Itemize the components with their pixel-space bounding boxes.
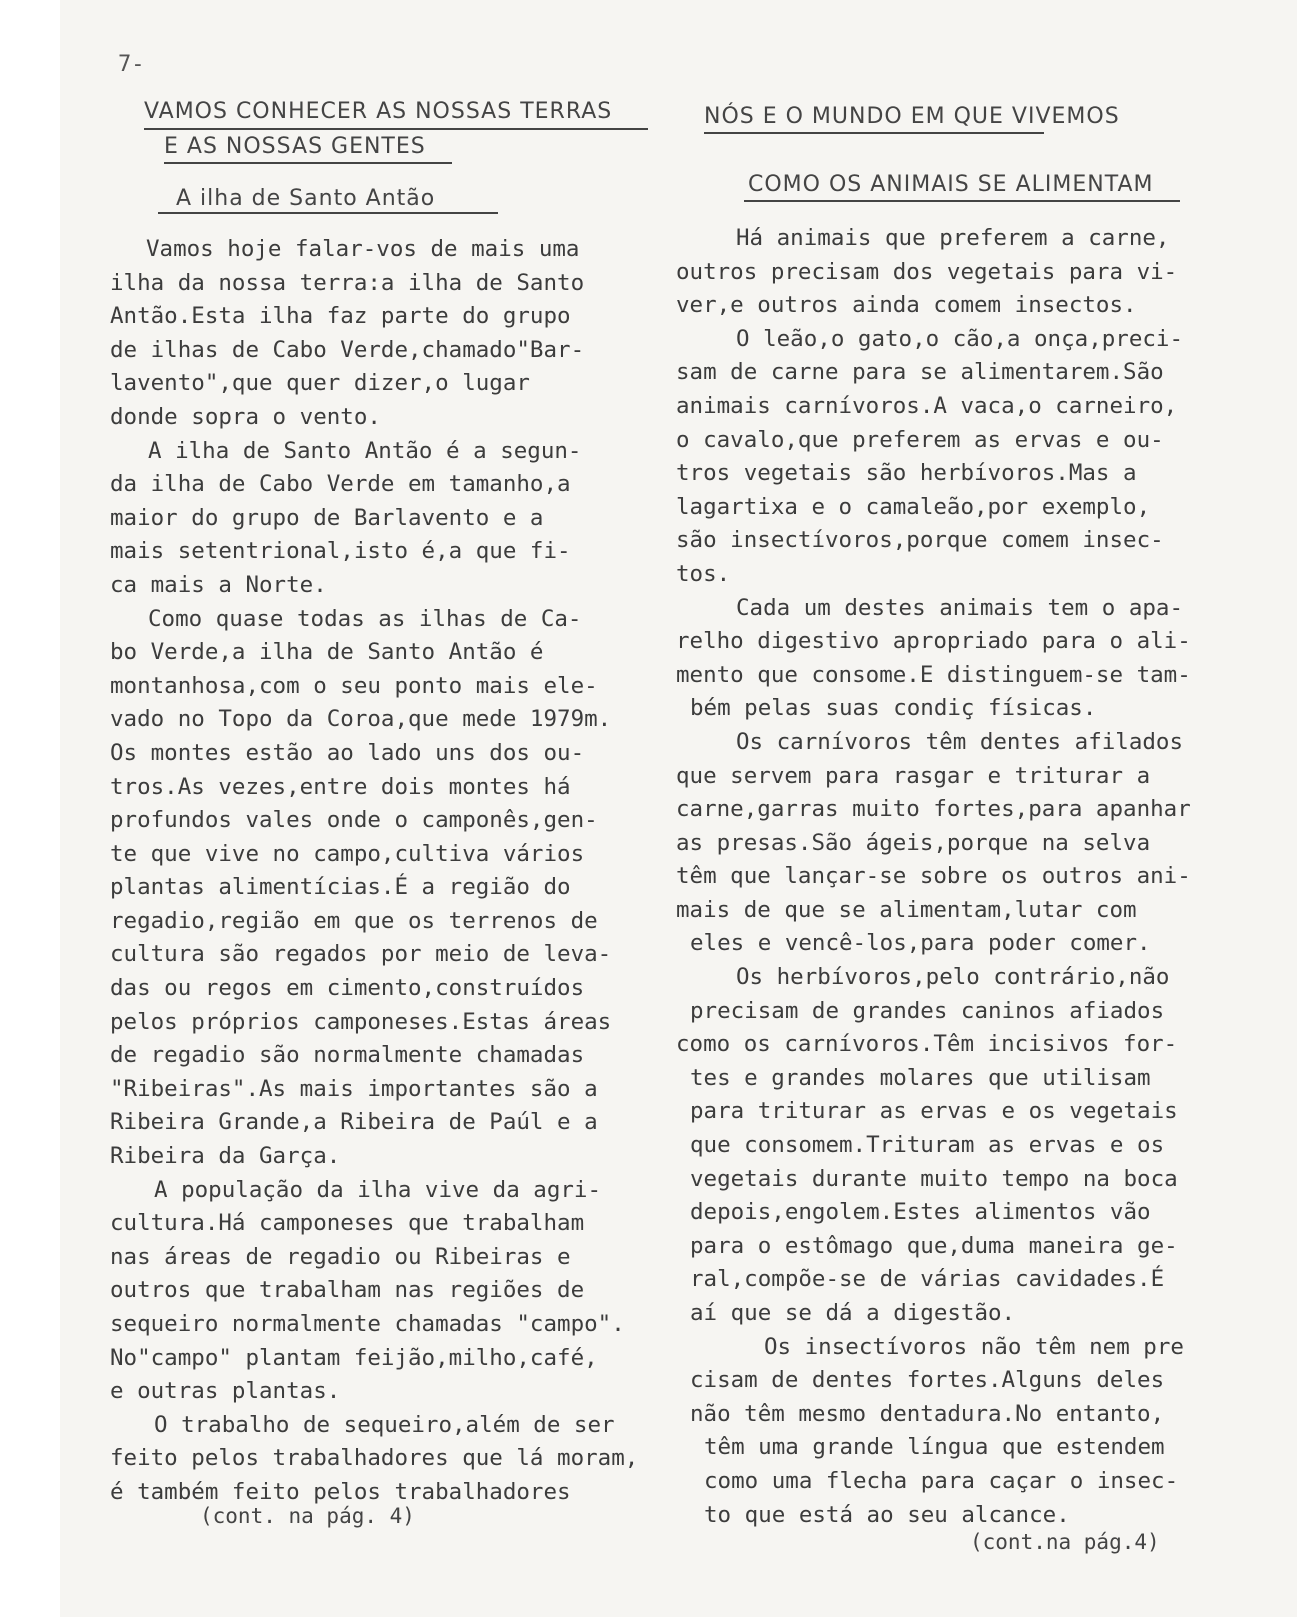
text-line: precisam de grandes caninos afiados: [690, 997, 1165, 1024]
text-line: nas áreas de regadio ou Ribeiras e: [110, 1243, 571, 1270]
text-line: O leão,o gato,o cão,a onça,preci-: [736, 325, 1184, 352]
text-line: to que está ao seu alcance.: [704, 1501, 1070, 1528]
text-line: regadio,região em que os terrenos de: [110, 907, 598, 934]
article-title: A ilha de Santo Antão: [176, 186, 436, 211]
text-line: plantas alimentícias.É a região do: [110, 874, 571, 901]
text-line: cultura são regados por meio de leva-: [110, 941, 612, 968]
text-line: mais setentrional,isto é,a que fi-: [110, 538, 571, 565]
page-number-mark: 7-: [118, 52, 145, 77]
text-line: têm que lançar-se sobre os outros ani-: [676, 863, 1191, 890]
text-line: Ribeira Grande,a Ribeira de Paúl e a: [110, 1109, 598, 1136]
text-line: Ribeira da Garça.: [110, 1143, 341, 1170]
text-line: mais de que se alimentam,lutar com: [676, 896, 1137, 923]
text-line: ral,compõe-se de várias cavidades.É: [690, 1266, 1165, 1293]
text-line: Vamos hoje falar-vos de mais uma: [146, 236, 580, 262]
section-title-underline-1: [144, 128, 648, 130]
continued-note: (cont. na pág. 4): [200, 1504, 415, 1528]
text-line: não têm mesmo dentadura.No entanto,: [690, 1400, 1165, 1427]
text-line: da ilha de Cabo Verde em tamanho,a: [110, 471, 571, 498]
text-line: Antão.Esta ilha faz parte do grupo: [110, 303, 571, 330]
text-line: tros vegetais são herbívoros.Mas a: [676, 460, 1137, 487]
text-line: bo Verde,a ilha de Santo Antão é: [110, 639, 544, 666]
text-line: Os montes estão ao lado uns dos ou-: [110, 739, 585, 766]
text-line: sequeiro normalmente chamadas "campo".: [110, 1311, 625, 1337]
text-line: Há animais que preferem a carne,: [736, 225, 1170, 251]
text-line: depois,engolem.Estes alimentos vão: [690, 1199, 1151, 1226]
text-line: donde sopra o vento.: [110, 403, 381, 430]
text-line: cisam de dentes fortes.Alguns deles: [690, 1367, 1165, 1394]
text-line: lagartixa e o camaleão,por exemplo,: [676, 493, 1151, 520]
section-title: NÓS E O MUNDO EM QUE VIVEMOS: [704, 104, 1120, 129]
text-line: aí que se dá a digestão.: [690, 1300, 1016, 1326]
section-title-underline: [704, 132, 1044, 134]
text-line: para o estômago que,duma maneira ge-: [690, 1232, 1178, 1259]
text-line: é também feito pelos trabalhadores: [110, 1478, 571, 1505]
text-line: maior do grupo de Barlavento e a: [110, 504, 544, 531]
text-line: vegetais durante muito tempo na boca: [690, 1165, 1178, 1192]
text-line: O trabalho de sequeiro,além de ser: [154, 1411, 615, 1438]
text-line: A população da ilha vive da agri-: [154, 1176, 602, 1203]
text-line: No"campo" plantam feijão,milho,café,: [110, 1344, 598, 1371]
text-line: te que vive no campo,cultiva vários: [110, 840, 585, 867]
text-line: A ilha de Santo Antão é a segun-: [148, 437, 582, 464]
text-line: eles e vencê-los,para poder comer.: [690, 930, 1151, 957]
text-line: e outras plantas.: [110, 1378, 341, 1405]
text-line: relho digestivo apropriado para o ali-: [676, 628, 1191, 655]
article-title-underline: [158, 212, 498, 214]
text-line: animais carnívoros.A vaca,o carneiro,: [676, 392, 1178, 419]
article-title: COMO OS ANIMAIS SE ALIMENTAM: [748, 172, 1154, 197]
text-line: "Ribeiras".As mais importantes são a: [110, 1075, 598, 1102]
text-line: profundos vales onde o camponês,gen-: [110, 807, 598, 834]
text-line: Como quase todas as ilhas de Ca-: [148, 605, 582, 632]
article-body: [110, 233, 638, 1510]
text-line: Os herbívoros,pelo contrário,não: [736, 964, 1170, 991]
text-line: carne,garras muito fortes,para apanhar: [676, 796, 1191, 823]
text-line: bém pelas suas condiç físicas.: [690, 695, 1097, 722]
section-title-underline-2: [164, 162, 452, 164]
text-line: tes e grandes molares que utilisam: [690, 1064, 1151, 1091]
text-line: das ou regos em cimento,construídos: [110, 975, 585, 1002]
text-line: Os insectívoros não têm nem pre: [764, 1333, 1184, 1360]
text-line: cultura.Há camponeses que trabalham: [110, 1210, 585, 1237]
continued-note: (cont.na pág.4): [970, 1530, 1160, 1554]
text-line: ilha da nossa terra:a ilha de Santo: [110, 269, 585, 296]
text-line: feito pelos trabalhadores que lá moram,: [110, 1445, 639, 1472]
text-line: o cavalo,que preferem as ervas e ou-: [676, 426, 1164, 453]
text-line: como uma flecha para caçar o insec-: [704, 1467, 1179, 1494]
text-line: pelos próprios camponeses.Estas áreas: [110, 1008, 612, 1035]
text-line: que consomem.Trituram as ervas e os: [690, 1132, 1165, 1159]
text-line: outros precisam dos vegetais para vi-: [676, 258, 1178, 285]
text-line: de ilhas de Cabo Verde,chamado"Bar-: [110, 336, 585, 363]
text-line: Os carnívoros têm dentes afilados: [736, 728, 1184, 755]
text-line: como os carnívoros.Têm incisivos for-: [676, 1031, 1178, 1058]
text-line: têm uma grande língua que estendem: [704, 1434, 1165, 1461]
text-line: para triturar as ervas e os vegetais: [690, 1098, 1178, 1125]
text-line: as presas.São ágeis,porque na selva: [676, 829, 1151, 856]
text-line: tros.As vezes,entre dois montes há: [110, 773, 571, 800]
text-line: montanhosa,com o seu ponto mais ele-: [110, 672, 598, 699]
article-title-underline: [744, 200, 1180, 202]
text-line: são insectívoros,porque comem insec-: [676, 527, 1164, 554]
text-line: lavento",que quer dizer,o lugar: [110, 370, 530, 397]
section-title-line-2: E AS NOSSAS GENTES: [164, 134, 426, 159]
article-body: [676, 222, 1191, 1532]
text-line: que servem para rasgar e triturar a: [676, 762, 1151, 789]
text-line: outros que trabalham nas regiões de: [110, 1277, 585, 1304]
text-line: ver,e outros ainda comem insectos.: [676, 292, 1137, 319]
text-line: sam de carne para se alimentarem.São: [676, 359, 1164, 386]
text-line: Cada um destes animais tem o apa-: [736, 594, 1184, 621]
text-line: mento que consome.E distinguem-se tam-: [676, 661, 1191, 688]
section-title-line-1: VAMOS CONHECER AS NOSSAS TERRAS: [144, 99, 613, 124]
text-line: vado no Topo da Coroa,que mede 1979m.: [110, 706, 612, 733]
text-line: ca mais a Norte.: [110, 571, 327, 598]
text-line: tos.: [676, 560, 731, 587]
text-line: de regadio são normalmente chamadas: [110, 1042, 585, 1069]
